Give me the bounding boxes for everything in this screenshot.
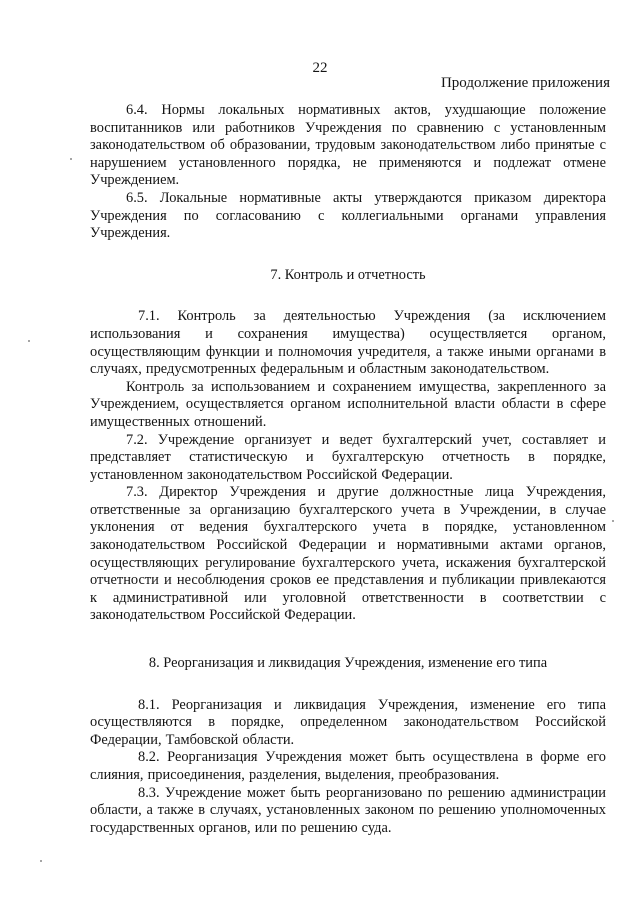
section-7-heading: 7. Контроль и отчетность [270, 266, 426, 283]
paragraph-8-3: 8.3. Учреждение может быть реорганизовано по решению администрации области, а также в случаях, установленных законом по решению уполномоченных государственных органов, или по решению суда. [90, 784, 606, 836]
paragraph-6-5: 6.5. Локальные нормативные акты утверждаются приказом директора Учреждения по согласованию с коллегиальными органами управления Учреждения. [90, 189, 606, 242]
section-8-heading: 8. Реорганизация и ликвидация Учреждения, изменение его типа [148, 655, 548, 672]
scan-speck [612, 520, 614, 522]
paragraph-7-1: 7.1. Контроль за деятельностью Учреждения (за исключением использования и сохранения имущества) осуществляется органом, осуществляющим функции и полномочия учредителя, а также иными органами в случаях, предусмотренных федеральным и областным законодательством. [90, 308, 606, 378]
paragraph-7-2: 7.2. Учреждение организует и ведет бухгалтерский учет, составляет и представляет статистическую и бухгалтерскую отчетность в порядке, установленном законодательством Российской Федерации. [90, 431, 606, 483]
page-number: 22 [312, 60, 328, 76]
scan-speck [70, 158, 72, 160]
paragraph-7-1-control: Контроль за использованием и сохранением имущества, закрепленного за Учреждением, осуществляется органом исполнительной власти области в сфере имущественных отношений. [90, 378, 606, 430]
paragraph-8-1: 8.1. Реорганизация и ликвидация Учреждения, изменение его типа осуществляются в порядке, определенном законодательством Российской Федерации, Тамбовской области. [90, 696, 606, 748]
continuation-note: Продолжение приложения [440, 75, 610, 91]
document-body [90, 102, 606, 837]
scan-speck [28, 340, 30, 342]
paragraph-6-4: 6.4. Нормы локальных нормативных актов, ухудшающие положение воспитанников или работников Учреждения по сравнению с установленным законодательством об образовании, трудовым законодательством либо принятые с нарушением установленного порядка, не применяются и подлежат отмене Учреждением. [90, 102, 606, 189]
paragraph-7-3: 7.3. Директор Учреждения и другие должностные лица Учреждения, ответственные за организацию бухгалтерского учета в Учреждении, в случае уклонения от ведения бухгалтерского учета в порядке, установленном законодательством Российской Федерации и нормативными актами органов, осуществляющих регулирование бухгалтерского учета, искажения бухгалтерской отчетности и несоблюдения сроков ее представления и публикации привлекаются к административной или уголовной ответственности в соответствии с законодательством Российской Федерации. [90, 484, 606, 624]
paragraph-8-2: 8.2. Реорганизация Учреждения может быть осуществлена в форме его слияния, присоединения, разделения, выделения, преобразования. [90, 749, 606, 783]
scan-speck [40, 860, 42, 862]
